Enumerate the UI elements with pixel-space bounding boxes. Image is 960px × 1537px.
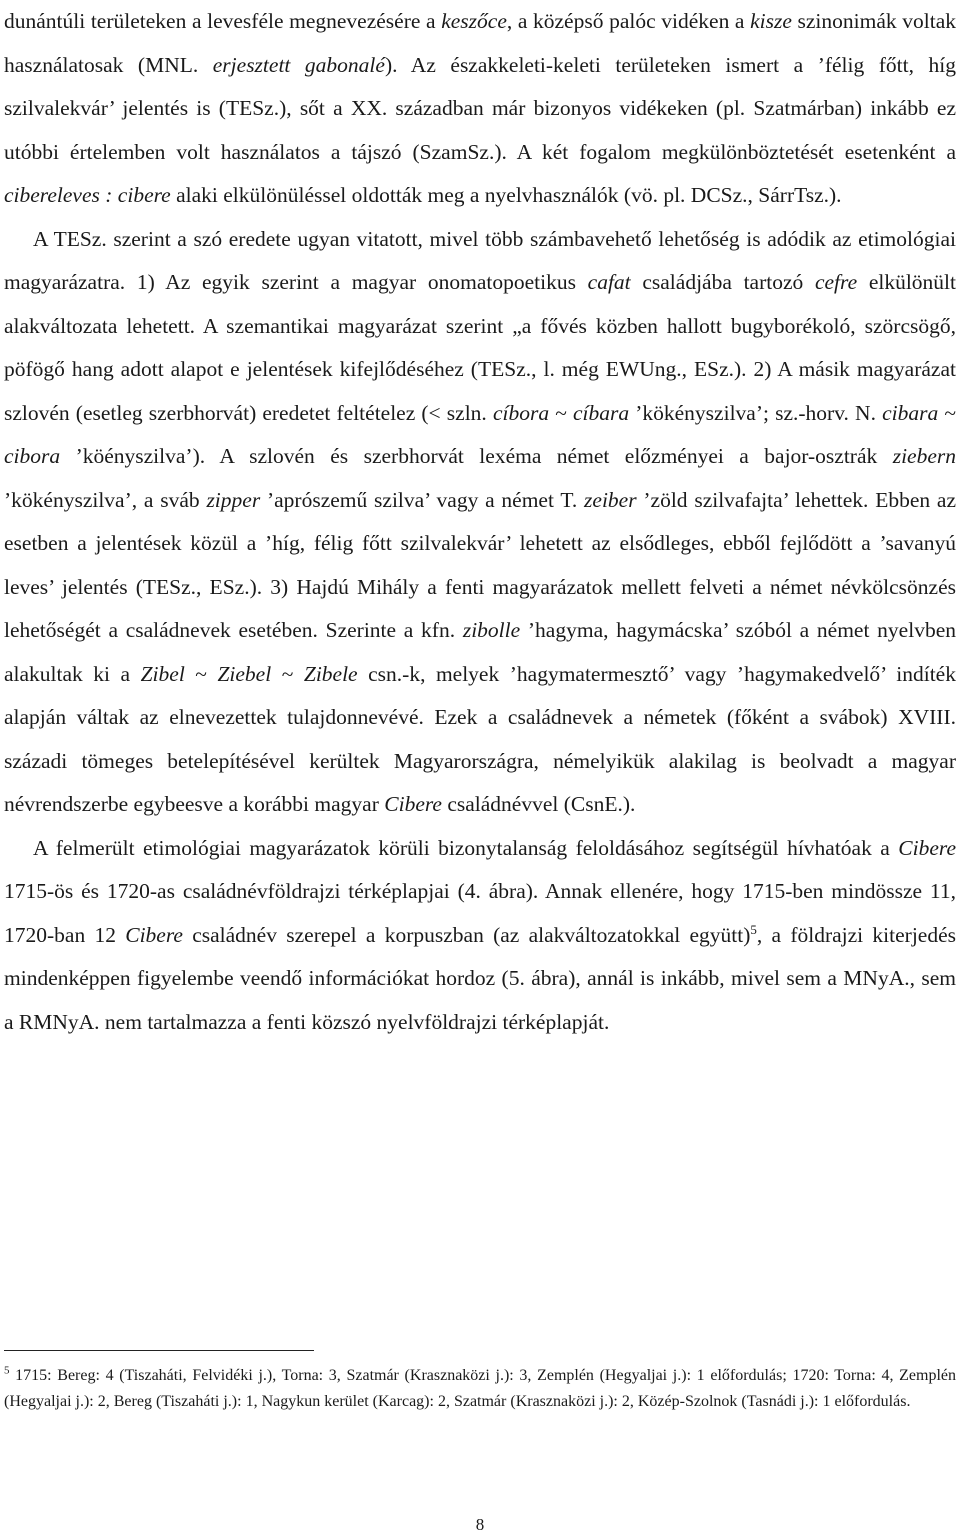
italic-term: Cibere: [384, 792, 442, 816]
italic-term: cíbora: [492, 400, 550, 425]
footnote-5: [4, 1363, 956, 1415]
text-run: családnévvel (CsnE.).: [441, 792, 636, 816]
italic-term: ziebern: [892, 444, 956, 468]
text-run: szinonimák voltak használatosak (MNL.: [4, 9, 956, 77]
italic-term: cefre: [814, 270, 858, 294]
italic-term: erjesztett gabonalé: [212, 52, 385, 77]
text-run: 1715-ös és 1720-as családnévföldrajzi térképlapjai (4. ábra). Annak ellenére, hogy 1715-ben mindössze 11, 1720-ban 12: [4, 879, 956, 947]
text-run: , a földrajzi kiterjedés mindenképpen figyelembe veendő információkat hordoz (5. ábra), annál is inkább, mivel sem a MNyA., sem a RMNyA. nem tartalmazza a fenti közszó nyelvföldrajzi térképlapját.: [4, 922, 956, 1034]
text-run: , a középső palóc vidéken a: [506, 9, 751, 33]
page-number: 8: [475, 1515, 485, 1534]
text-run: ). Az északkeleti-keleti területeken ismert a ’félig főtt, híg szilvalekvár’ jelentés is (TESz.), sőt a XX. században már bizonyos vidékeken (pl. Szatmárban) inkább ez utóbbi értelemben volt használatos a tájszó (SzamSz.). A két fogalom megkülönböztetését esetenként a: [4, 52, 956, 164]
italic-term: zeiber: [584, 487, 637, 512]
text-run: A felmerült etimológiai magyarázatok körüli bizonytalanság feloldásához segítségül hívhatóak a: [33, 835, 899, 860]
footnote-reference[interactable]: 5: [750, 921, 757, 937]
text-run: ~: [938, 400, 956, 425]
italic-term: cibereleves : cibere: [4, 183, 171, 207]
text-run: ~: [184, 661, 218, 686]
italic-term: cibora: [4, 444, 61, 468]
italic-term: zibolle: [462, 618, 521, 642]
text-run: ’kökényszilva’, a sváb: [4, 487, 207, 512]
text-run: csn.-k, melyek ’hagymatermesztő’ vagy ’hagymakedvelő’ indíték alapján váltak az elnevezettek tulajdonnevévé. Ezek a családnevek a németek (főként a svábok) XVIII. századi tömeges betelepítésével kerültek Magyarországra, némelyikük alakilag is beolvadt a magyar névrendszerbe egybeesve a korábbi magyar: [4, 661, 956, 816]
text-run: ’köényszilva’). A szlovén és szerbhorvát lexéma német előzményei a bajor-osztrák: [60, 444, 893, 468]
footnote-text: 1715: Bereg: 4 (Tiszaháti, Felvidéki j.), Torna: 3, Szatmár (Krasznaközi j.): 3, Zemplén (Hegyaljai j.): 1 előfordulás; 1720: Torna: 4, Zemplén (Hegyaljai j.): 2, Bereg (Tiszaháti j.): 1, Nagykun kerület (Karcag): 2, Szatmár (Krasznaközi j.): 2, Közép-Szolnok (Tasnádi j.): 1 előfordulás.: [4, 1367, 956, 1410]
text-run: családnév szerepel a korpuszban (az alakváltozatokkal együtt): [182, 922, 751, 947]
text-run: ~: [549, 400, 573, 425]
italic-term: cafat: [587, 270, 631, 294]
paragraph-3: [4, 827, 956, 1045]
text-run: ’aprószemű szilva’ vagy a német T.: [260, 487, 585, 512]
footnote-marker: 5: [4, 1364, 10, 1377]
italic-term: kisze: [750, 9, 792, 33]
text-run: családjába tartozó: [630, 270, 815, 294]
italic-term: zipper: [206, 487, 261, 512]
text-run: ’kökényszilva’; sz.-horv. N.: [629, 400, 883, 425]
italic-term: Ziebel: [217, 661, 272, 686]
italic-term: Zibele: [303, 661, 358, 686]
paragraph-2: [4, 218, 956, 827]
text-run: elkülönült alakváltozata lehetett. A szemantikai magyarázat szerint „a fővés közben hallott bugyborékoló, szörcsögő, pöfögő hang adott alapot e jelentések kifejlődéséhez (TESz., l. még EWUng., ESz.). 2) A másik magyarázat szlovén (esetleg szerbhorvát) eredetet feltételez (< szln.: [4, 270, 957, 425]
italic-term: Cibere: [898, 835, 956, 860]
document-page: [4, 0, 956, 1044]
footnote-separator: [4, 1350, 314, 1351]
italic-term: cibara: [882, 400, 939, 425]
italic-term: keszőce: [441, 9, 507, 33]
text-run: ’hagyma, hagymácska’ szóból a német nyelvben alakultak ki a: [4, 618, 956, 686]
text-run: ’zöld szilvafajta’ lehettek. Ebben az esetben a jelentések közül a ’híg, félig főtt szilvalekvár’ lehetett az elsődleges, ebből fejlődött a ’savanyú leves’ jelentés (TESz., ESz.). 3) Hajdú Mihály a fenti magyarázatok mellett felveti a német névkölcsönzés lehetőségét a családnevek esetében. Szerinte a kfn.: [4, 487, 957, 642]
italic-term: cíbara: [572, 400, 630, 425]
paragraph-1: [4, 0, 956, 218]
text-run: A TESz. szerint a szó eredete ugyan vitatott, mivel több számbavehető lehetőség is adódik az etimológiai magyarázatra. 1) Az egyik szerint a magyar onomatopoetikus: [4, 226, 956, 294]
text-run: ~: [271, 661, 304, 686]
italic-term: Cibere: [125, 922, 183, 947]
text-run: dunántúli területeken a levesféle megnevezésére a: [4, 9, 442, 33]
text-run: alaki elkülönüléssel oldották meg a nyelvhasználók (vö. pl. DCSz., SárrTsz.).: [170, 183, 842, 207]
italic-term: Zibel: [140, 661, 185, 686]
